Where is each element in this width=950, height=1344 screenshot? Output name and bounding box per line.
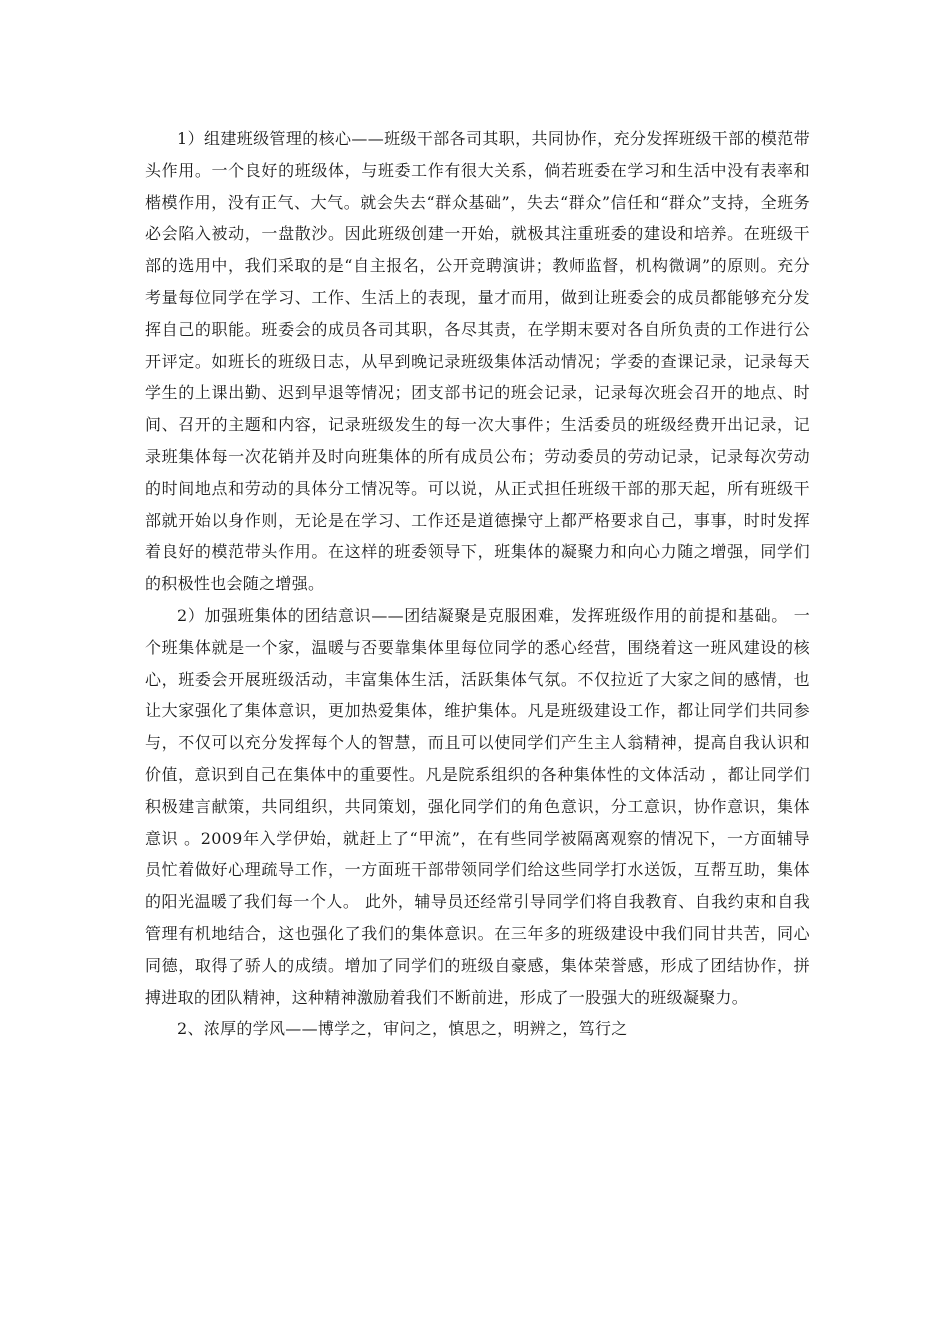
- paragraph-class-unity: 2）加强班集体的团结意识——团结凝聚是克服困难，发挥班级作用的前提和基础。 一个班集体就是一个家，温暖与否要靠集体里每位同学的悉心经营，围绕着这一班风建设的核心，班委会开展班级活动，丰富集体生活，活跃集体气氛。不仅拉近了大家之间的感情，也让大家强化了集体意识，更加热爱集体，维护集体。凡是班级建设工作，都让同学们共同参与，不仅可以充分发挥每个人的智慧，而且可以使同学们产生主人翁精神，提高自我认识和价值，意识到自己在集体中的重要性。凡是院系组织的各种集体性的文体活动 ，都让同学们积极建言献策，共同组织，共同策划，强化同学们的角色意识，分工意识，协作意识，集体意识 。2009年入学伊始，就赶上了“甲流”，在有些同学被隔离观察的情况下，一方面辅导员忙着做好心理疏导工作，一方面班干部带领同学们给这些同学打水送饭，互帮互助，集体的阳光温暖了我们每一个人。 此外，辅导员还经常引导同学们将自我教育、自我约束和自我管理有机地结合，这也强化了我们的集体意识。在三年多的班级建设中我们同甘共苦，同心同德，取得了骄人的成绩。增加了同学们的班级自豪感，集体荣誉感，形成了团结协作，拼搏进取的团队精神，这种精神激励着我们不断前进，形成了一股强大的班级凝聚力。: [145, 605, 810, 1007]
- document-body: [145, 123, 810, 1045]
- section-heading-study-atmosphere: 2、浓厚的学风——博学之，审问之，慎思之，明辨之，笃行之: [177, 1019, 628, 1039]
- paragraph-class-cadres: 1）组建班级管理的核心——班级干部各司其职，共同协作，充分发挥班级干部的模范带头作用。一个良好的班级体，与班委工作有很大关系，倘若班委在学习和生活中没有表率和楷模作用，没有正气、大气。就会失去“群众基础”，失去“群众”信任和“群众”支持，全班务必会陷入被动，一盘散沙。因此班级创建一开始，就极其注重班委的建设和培养。在班级干部的选用中，我们采取的是“自主报名，公开竞聘演讲；教师监督，机构微调”的原则。充分考量每位同学在学习、工作、生活上的表现，量才而用，做到让班委会的成员都能够充分发挥自己的职能。班委会的成员各司其职，各尽其责，在学期末要对各自所负责的工作进行公开评定。如班长的班级日志，从早到晚记录班级集体活动情况；学委的查课记录，记录每天学生的上课出勤、迟到早退等情况；团支部书记的班会记录，记录每次班会召开的地点、时间、召开的主题和内容，记录班级发生的每一次大事件；生活委员的班级经费开出记录，记录班集体每一次花销并及时向班集体的所有成员公布；劳动委员的劳动记录，记录每次劳动的时间地点和劳动的具体分工情况等。可以说，从正式担任班级干部的那天起，所有班级干部就开始以身作则，无论是在学习、工作还是道德操守上都严格要求自己，事事，时时发挥着良好的模范带头作用。在这样的班委领导下，班集体的凝聚力和向心力随之增强，同学们的积极性也会随之增强。: [145, 129, 810, 594]
